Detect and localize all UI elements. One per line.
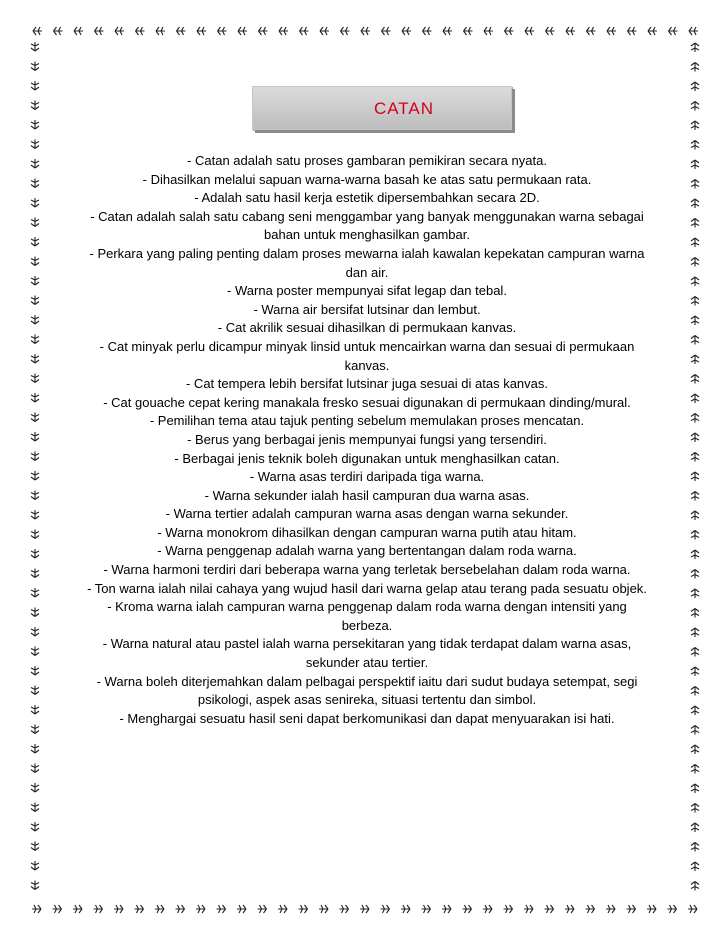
arrow-ornament-icon [401, 905, 410, 913]
arrow-ornament-icon [32, 905, 41, 913]
right-border-ornament [686, 40, 704, 900]
text-line: - Perkara yang paling penting dalam proses mewarna ialah kawalan kepekatan campuran warna dan air. [89, 245, 645, 280]
arrow-ornament-icon [691, 121, 699, 130]
arrow-ornament-icon [691, 219, 699, 228]
arrow-ornament-icon [31, 881, 39, 890]
arrow-ornament-icon [691, 453, 699, 462]
text-line: - Warna sekunder ialah hasil campuran dua warna asas. [204, 487, 530, 503]
arrow-ornament-icon [691, 589, 699, 598]
arrow-ornament-icon [31, 569, 39, 578]
arrow-ornament-icon [504, 905, 513, 913]
text-line: - Warna penggenap adalah warna yang bertentangan dalam roda warna. [157, 543, 577, 559]
arrow-ornament-icon [648, 27, 657, 35]
arrow-ornament-icon [31, 393, 39, 402]
text-line: - Adalah satu hasil kerja estetik dipersembahkan secara 2D. [194, 190, 540, 206]
arrow-ornament-icon [31, 549, 39, 558]
arrow-ornament-icon [31, 120, 39, 129]
arrow-ornament-icon [31, 588, 39, 597]
text-line: - Dihasilkan melalui sapuan warna-warna basah ke atas satu permukaan rata. [142, 171, 592, 187]
arrow-ornament-icon [505, 27, 514, 35]
arrow-ornament-icon [114, 905, 123, 913]
arrow-ornament-icon [463, 905, 472, 913]
text-line: - Warna harmoni terdiri dari beberapa warna yang terletak bersebelahan dalam roda warna. [103, 562, 631, 578]
arrow-ornament-icon [31, 491, 39, 500]
arrow-ornament-icon [31, 140, 39, 149]
arrow-ornament-icon [691, 199, 699, 208]
arrow-ornament-icon [607, 27, 616, 35]
arrow-ornament-icon [691, 609, 699, 618]
arrow-ornament-icon [691, 238, 699, 247]
arrow-ornament-icon [691, 102, 699, 111]
text-line: - Cat akrilik sesuai dihasilkan di permukaan kanvas. [217, 320, 517, 336]
arrow-ornament-icon [691, 297, 699, 306]
arrow-ornament-icon [627, 905, 636, 913]
text-line: - Catan adalah satu proses gambaran pemikiran secara nyata. [187, 153, 547, 168]
arrow-ornament-icon [691, 745, 699, 754]
arrow-ornament-icon [586, 905, 595, 913]
arrow-ornament-icon [691, 63, 699, 72]
text-line: - Pemilihan tema atau tajuk penting sebelum memulakan proses mencatan. [149, 413, 585, 429]
arrow-ornament-icon [135, 905, 144, 913]
arrow-ornament-icon [31, 666, 39, 675]
arrow-ornament-icon [464, 27, 473, 35]
arrow-ornament-icon [691, 862, 699, 871]
arrow-ornament-icon [278, 905, 287, 913]
arrow-ornament-icon [31, 257, 39, 266]
arrow-ornament-icon [53, 905, 62, 913]
arrow-ornament-icon [31, 725, 39, 734]
arrow-ornament-icon [196, 905, 205, 913]
arrow-ornament-icon [691, 414, 699, 423]
arrow-ornament-icon [647, 905, 656, 913]
arrow-ornament-icon [361, 27, 370, 35]
arrow-ornament-icon [689, 27, 698, 35]
text-line: - Warna boleh diterjemahkan dalam pelbagai perspektif iaitu dari sudut budaya setempat, segi psikologi, aspek asas senireka, situasi tertentu dan simbol. [96, 673, 638, 708]
arrow-ornament-icon [74, 27, 83, 35]
arrow-ornament-icon [136, 27, 145, 35]
arrow-ornament-icon [31, 783, 39, 792]
arrow-ornament-icon [320, 27, 329, 35]
arrow-ornament-icon [668, 905, 677, 913]
arrow-ornament-icon [691, 141, 699, 150]
arrow-ornament-icon [177, 27, 186, 35]
arrow-ornament-icon [484, 27, 493, 35]
arrow-ornament-icon [691, 180, 699, 189]
arrow-ornament-icon [218, 27, 227, 35]
arrow-ornament-icon [691, 882, 699, 891]
text-line: - Warna natural atau pastel ialah warna persekitaran yang tidak terdapat dalam warna asas, sekunder atau tertier. [102, 636, 632, 671]
text-line: - Warna asas terdiri daripada tiga warna. [249, 469, 485, 485]
arrow-ornament-icon [319, 905, 328, 913]
arrow-ornament-icon [31, 822, 39, 831]
arrow-ornament-icon [691, 687, 699, 696]
arrow-ornament-icon [31, 764, 39, 773]
arrow-ornament-icon [31, 81, 39, 90]
arrow-ornament-icon [669, 27, 678, 35]
arrow-ornament-icon [691, 43, 699, 52]
arrow-ornament-icon [31, 471, 39, 480]
text-line: - Cat tempera lebih bersifat lutsinar juga sesuai di atas kanvas. [185, 376, 549, 392]
arrow-ornament-icon [691, 628, 699, 637]
arrow-ornament-icon [156, 27, 165, 35]
arrow-ornament-icon [299, 905, 308, 913]
arrow-ornament-icon [691, 706, 699, 715]
arrow-ornament-icon [691, 433, 699, 442]
arrow-ornament-icon [381, 905, 390, 913]
arrow-ornament-icon [217, 905, 226, 913]
arrow-ornament-icon [73, 905, 82, 913]
arrow-ornament-icon [691, 667, 699, 676]
arrow-ornament-icon [115, 27, 124, 35]
arrow-ornament-icon [360, 905, 369, 913]
arrow-ornament-icon [691, 531, 699, 540]
text-line: - Ton warna ialah nilai cahaya yang wujud hasil dari warna gelap atau terang pada sesuatu objek. [87, 580, 647, 596]
bottom-border-ornament [30, 900, 700, 918]
arrow-ornament-icon [422, 905, 431, 913]
arrow-ornament-icon [340, 905, 349, 913]
arrow-ornament-icon [587, 27, 596, 35]
arrow-ornament-icon [31, 432, 39, 441]
arrow-ornament-icon [691, 258, 699, 267]
arrow-ornament-icon [259, 27, 268, 35]
arrow-ornament-icon [691, 375, 699, 384]
arrow-ornament-icon [606, 905, 615, 913]
arrow-ornament-icon [691, 511, 699, 520]
arrow-ornament-icon [197, 27, 206, 35]
body-text [84, 152, 650, 728]
arrow-ornament-icon [691, 355, 699, 364]
text-line: - Berbagai jenis teknik boleh digunakan untuk menghasilkan catan. [174, 450, 560, 466]
arrow-ornament-icon [691, 277, 699, 286]
arrow-ornament-icon [31, 62, 39, 71]
arrow-ornament-icon [423, 27, 432, 35]
text-line: - Cat minyak perlu dicampur minyak linsid untuk mencairkan warna dan sesuai di permukaan kanvas. [99, 338, 635, 373]
arrow-ornament-icon [31, 354, 39, 363]
left-border-ornament [26, 40, 44, 900]
arrow-ornament-icon [691, 784, 699, 793]
arrow-ornament-icon [31, 686, 39, 695]
arrow-ornament-icon [31, 101, 39, 110]
text-line: - Warna tertier adalah campuran warna asas dengan warna sekunder. [165, 506, 569, 522]
arrow-ornament-icon [94, 905, 103, 913]
arrow-ornament-icon [31, 608, 39, 617]
arrow-ornament-icon [31, 647, 39, 656]
arrow-ornament-icon [31, 159, 39, 168]
arrow-ornament-icon [442, 905, 451, 913]
arrow-ornament-icon [238, 27, 247, 35]
arrow-ornament-icon [691, 804, 699, 813]
arrow-ornament-icon [31, 413, 39, 422]
arrow-ornament-icon [31, 374, 39, 383]
arrow-ornament-icon [402, 27, 411, 35]
arrow-ornament-icon [483, 905, 492, 913]
arrow-ornament-icon [95, 27, 104, 35]
arrow-ornament-icon [691, 336, 699, 345]
arrow-ornament-icon [31, 744, 39, 753]
arrow-ornament-icon [31, 842, 39, 851]
arrow-ornament-icon [628, 27, 637, 35]
arrow-ornament-icon [691, 472, 699, 481]
text-line: - Menghargai sesuatu hasil seni dapat berkomunikasi dan dapat menyuarakan isi hati. [119, 710, 615, 726]
arrow-ornament-icon [545, 905, 554, 913]
arrow-ornament-icon [31, 335, 39, 344]
arrow-ornament-icon [33, 27, 42, 35]
arrow-ornament-icon [300, 27, 309, 35]
text-line: - Catan adalah salah satu cabang seni menggambar yang banyak menggunakan warna sebagai bahan untuk menghasilkan gambar. [90, 208, 644, 243]
arrow-ornament-icon [31, 237, 39, 246]
arrow-ornament-icon [691, 726, 699, 735]
arrow-ornament-icon [31, 530, 39, 539]
arrow-ornament-icon [341, 27, 350, 35]
arrow-ornament-icon [691, 648, 699, 657]
arrow-ornament-icon [691, 823, 699, 832]
arrow-ornament-icon [691, 394, 699, 403]
arrow-ornament-icon [176, 905, 185, 913]
arrow-ornament-icon [31, 803, 39, 812]
arrow-ornament-icon [691, 82, 699, 91]
arrow-ornament-icon [31, 42, 39, 51]
arrow-ornament-icon [546, 27, 555, 35]
page-title: CATAN [373, 99, 435, 118]
arrow-ornament-icon [31, 179, 39, 188]
arrow-ornament-icon [691, 765, 699, 774]
arrow-ornament-icon [31, 510, 39, 519]
arrow-ornament-icon [691, 843, 699, 852]
arrow-ornament-icon [691, 316, 699, 325]
text-line: - Cat gouache cepat kering manakala fresko sesuai digunakan di permukaan dinding/mural. [103, 394, 631, 410]
arrow-ornament-icon [31, 452, 39, 461]
arrow-ornament-icon [691, 160, 699, 169]
arrow-ornament-icon [31, 276, 39, 285]
arrow-ornament-icon [31, 315, 39, 324]
text-line: - Berus yang berbagai jenis mempunyai fungsi yang tersendiri. [187, 431, 547, 447]
arrow-ornament-icon [155, 905, 164, 913]
arrow-ornament-icon [258, 905, 267, 913]
arrow-ornament-icon [237, 905, 246, 913]
arrow-ornament-icon [691, 550, 699, 559]
arrow-ornament-icon [382, 27, 391, 35]
arrow-ornament-icon [691, 570, 699, 579]
arrow-ornament-icon [279, 27, 288, 35]
arrow-ornament-icon [31, 218, 39, 227]
arrow-ornament-icon [688, 905, 697, 913]
arrow-ornament-icon [31, 296, 39, 305]
text-line: - Warna air bersifat lutsinar dan lembut. [253, 301, 481, 317]
text-line: - Warna poster mempunyai sifat legap dan tebal. [227, 283, 507, 299]
arrow-ornament-icon [31, 705, 39, 714]
arrow-ornament-icon [566, 27, 575, 35]
arrow-ornament-icon [31, 861, 39, 870]
arrow-ornament-icon [31, 627, 39, 636]
arrow-ornament-icon [31, 198, 39, 207]
arrow-ornament-icon [525, 27, 534, 35]
text-line: - Warna monokrom dihasilkan dengan campuran warna putih atau hitam. [157, 524, 577, 540]
arrow-ornament-icon [691, 492, 699, 501]
arrow-ornament-icon [443, 27, 452, 35]
text-line: - Kroma warna ialah campuran warna penggenap dalam roda warna dengan intensiti yang berbeza. [107, 599, 627, 633]
arrow-ornament-icon [54, 27, 63, 35]
top-border-ornament [30, 22, 700, 40]
arrow-ornament-icon [565, 905, 574, 913]
title-box [252, 86, 512, 130]
arrow-ornament-icon [524, 905, 533, 913]
